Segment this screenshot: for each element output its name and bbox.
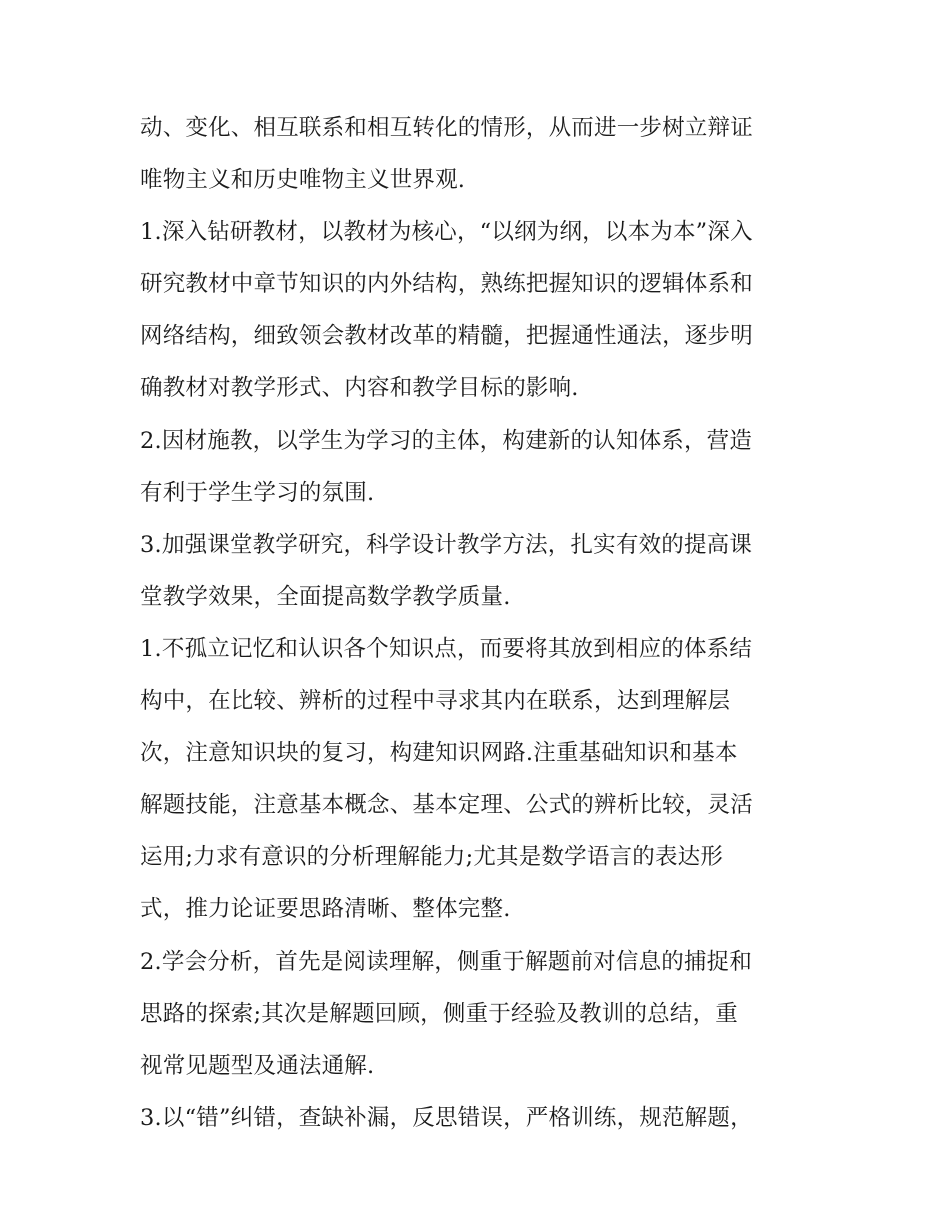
text-line: 3.加强课堂教学研究，科学设计教学方法，扎实有效的提高课 xyxy=(140,531,753,558)
text-line: 研究教材中章节知识的内外结构，熟练把握知识的逻辑体系和 xyxy=(140,271,753,298)
text-line: 1.不孤立记忆和认识各个知识点，而要将其放到相应的体系结 xyxy=(140,635,753,662)
text-line: 2.因材施教，以学生为学习的主体，构建新的认知体系，营造 xyxy=(140,427,753,454)
text-line: 2.学会分析，首先是阅读理解，侧重于解题前对信息的捕捉和 xyxy=(140,948,753,975)
text-line: 堂教学效果，全面提高数学教学质量. xyxy=(140,583,511,610)
text-line: 动、变化、相互联系和相互转化的情形，从而进一步树立辩证 xyxy=(140,115,753,141)
text-line: 构中，在比较、辨析的过程中寻求其内在联系，达到理解层 xyxy=(140,688,731,715)
text-line: 次，注意知识块的复习，构建知识网路.注重基础知识和基本 xyxy=(140,740,738,767)
body-text xyxy=(140,102,820,1144)
text-line: 唯物主义和历史唯物主义世界观. xyxy=(140,167,466,194)
text-line: 有利于学生学习的氛围. xyxy=(140,479,375,506)
text-line: 思路的探索;其次是解题回顾，侧重于经验及教训的总结，重 xyxy=(140,1000,738,1027)
text-line: 3.以“错”纠错，查缺补漏，反思错误，严格训练，规范解题， xyxy=(140,1104,753,1131)
text-line: 式，推力论证要思路清晰、整体完整. xyxy=(140,896,511,923)
text-line: 视常见题型及通法通解. xyxy=(140,1052,375,1079)
text-line: 运用;力求有意识的分析理解能力;尤其是数学语言的表达形 xyxy=(140,844,724,871)
text-line: 解题技能，注意基本概念、基本定理、公式的辨析比较，灵活 xyxy=(140,792,753,819)
text-line: 确教材对教学形式、内容和教学目标的影响. xyxy=(140,375,579,402)
text-line: 网络结构，细致领会教材改革的精髓，把握通性通法，逐步明 xyxy=(140,323,753,350)
text-line: 1.深入钻研教材，以教材为核心，“以纲为纲，以本为本”深入 xyxy=(140,219,753,246)
